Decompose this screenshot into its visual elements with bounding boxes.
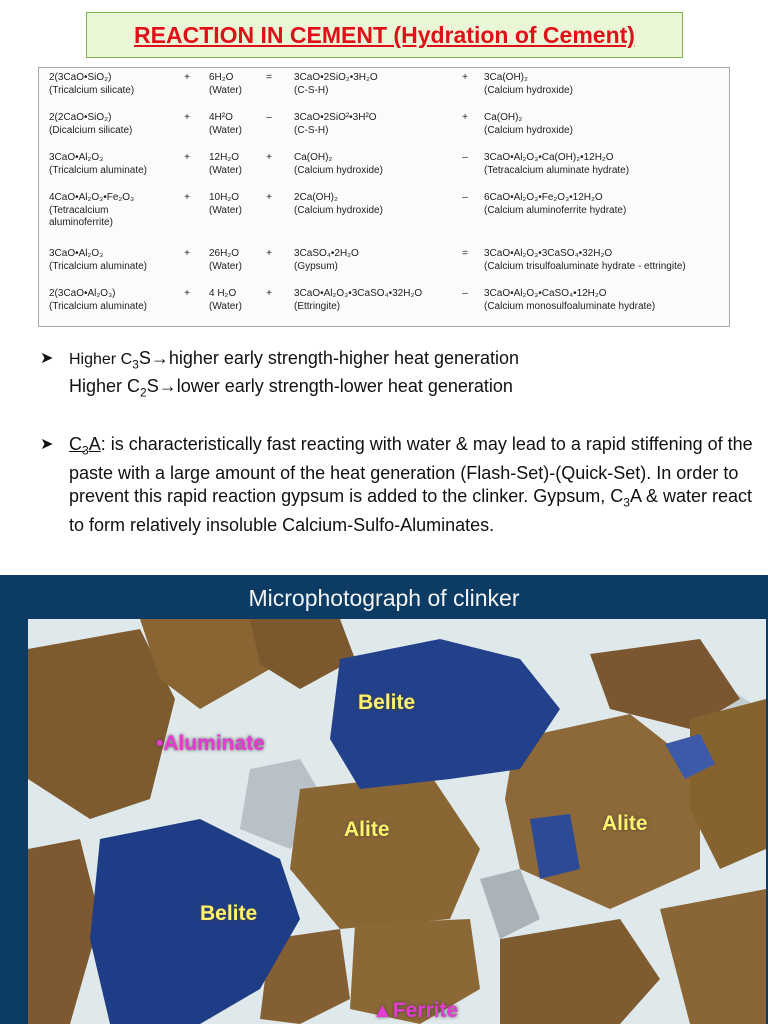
subscript: 3 xyxy=(623,495,630,510)
product-name: (Calcium aluminoferrite hydrate) xyxy=(484,204,627,216)
reactant-formula: 10H₂O xyxy=(209,192,240,203)
operator: + xyxy=(266,248,272,259)
product-formula: 3CaSO₄•2H₂O xyxy=(294,248,359,259)
label-aluminate: •Aluminate xyxy=(156,732,265,755)
product-name: (Calcium monosulfoaluminate hydrate) xyxy=(484,300,656,312)
emphasis-text: higher early strength xyxy=(168,348,333,368)
text-part: Higher C xyxy=(69,351,133,368)
product-name: (Calcium hydroxide) xyxy=(294,204,383,216)
reactant-name: (Water) xyxy=(209,300,242,312)
operator: + xyxy=(462,112,468,123)
product-formula: 3CaO•2SiO₂•3H₂O xyxy=(294,72,378,83)
label-alite-middle: Alite xyxy=(344,818,390,841)
text-part: Higher C xyxy=(69,376,141,396)
reactant-name: (Tricalcium aluminate) xyxy=(49,164,147,176)
text-part: -lower heat generation xyxy=(333,376,513,396)
reactant-name: aluminoferrite) xyxy=(49,217,113,228)
operator: – xyxy=(462,288,468,299)
reactant-formula: 3CaO•Al₂O₃ xyxy=(49,152,104,163)
product-name: (Ettringite) xyxy=(294,300,341,312)
product-name: (C-S-H) xyxy=(294,84,329,96)
photo-title: Microphotograph of clinker xyxy=(248,585,520,611)
operator: + xyxy=(266,192,272,203)
product-formula: 3Ca(OH)₂ xyxy=(484,72,528,83)
operator: + xyxy=(184,72,190,83)
reactant-name: (Tricalcium aluminate) xyxy=(49,300,147,312)
product-formula: 3CaO•Al₂O₃•CaSO₄•12H₂O xyxy=(484,288,607,299)
arrow-bullet-icon: ➤ xyxy=(40,350,54,367)
reactant-name: (Tetracalcium xyxy=(49,204,109,216)
reactant-formula: 4 H₂O xyxy=(209,288,237,299)
product-name: (C-S-H) xyxy=(294,124,329,136)
product-name: (Calcium trisulfoaluminate hydrate - ettringite) xyxy=(484,260,686,272)
operator: – xyxy=(462,192,468,203)
product-formula: 6CaO•Al₂O₃•Fe₂O₃•12H₂O xyxy=(484,192,603,203)
page-title: REACTION IN CEMENT (Hydration of Cement) xyxy=(134,21,635,48)
subscript: 3 xyxy=(82,443,89,458)
reactant-name: (Tricalcium aluminate) xyxy=(49,260,147,272)
operator: + xyxy=(266,152,272,163)
reactant-formula: 3CaO•Al₂O₃ xyxy=(49,248,104,259)
operator: + xyxy=(184,192,190,203)
reactant-name: (Tricalcium silicate) xyxy=(49,84,135,96)
subscript: 2 xyxy=(140,385,147,400)
product-formula: Ca(OH)₂ xyxy=(484,112,523,123)
label-alite-right: Alite xyxy=(602,812,648,835)
reactant-name: (Water) xyxy=(209,260,242,272)
title-box xyxy=(86,12,683,58)
reactant-name: (Water) xyxy=(209,124,242,136)
operator: = xyxy=(462,248,468,259)
text-part: : is characteristically fast reacting with water & may lead to a rapid stiffening of the paste with a large amount of the heat generation (Flash-Set)-(Quick-Set). In order to prevent this rapid reaction gypsum is added to the clinker. Gypsum, C xyxy=(69,434,753,506)
reactant-formula: 6H₂O xyxy=(209,72,234,83)
bullet-line xyxy=(69,347,519,376)
operator: + xyxy=(184,152,190,163)
product-name: (Tetracalcium aluminate hydrate) xyxy=(484,164,630,176)
text-part: -higher heat generation xyxy=(332,348,520,368)
reactant-name: (Water) xyxy=(209,84,242,96)
text-part: S→ xyxy=(146,376,177,396)
reactant-name: (Dicalcium silicate) xyxy=(49,124,133,136)
reactant-formula: 12H₂O xyxy=(209,152,240,163)
label-belite-bottom: Belite xyxy=(200,902,258,925)
product-formula: 3CaO•Al₂O₃•3CaSO₄•32H₂O xyxy=(294,288,423,299)
bullet-paragraph xyxy=(69,433,759,536)
product-formula: 3CaO•Al₂O₃•Ca(OH)₂•12H₂O xyxy=(484,152,614,163)
text-part: S→ xyxy=(138,348,169,368)
text-part: C xyxy=(69,434,82,454)
reactant-formula: 4H²O xyxy=(209,112,233,123)
operator: + xyxy=(184,288,190,299)
product-formula: 3CaO•Al₂O₃•3CaSO₄•32H₂O xyxy=(484,248,613,259)
subscript: 3 xyxy=(132,357,139,372)
reactant-formula: 2(3CaO•Al₂O₃) xyxy=(49,288,116,299)
emphasis-text: lower early strength xyxy=(176,376,334,396)
text-part: A & water react to form relatively insoluble Calcium-Sulfo-Aluminates. xyxy=(69,485,753,535)
operator: – xyxy=(266,112,272,123)
product-formula: Ca(OH)₂ xyxy=(294,152,333,163)
operator: + xyxy=(462,72,468,83)
operator: + xyxy=(266,288,272,299)
reactant-formula: 2(2CaO•SiO₂) xyxy=(49,112,112,123)
label-ferrite: ▲Ferrite xyxy=(372,999,459,1022)
reactant-name: (Water) xyxy=(209,164,242,176)
bullet-line xyxy=(69,375,513,404)
product-name: (Calcium hydroxide) xyxy=(484,124,573,136)
product-name: (Calcium hydroxide) xyxy=(484,84,573,96)
product-formula: 2Ca(OH)₂ xyxy=(294,192,338,203)
microphotograph-panel xyxy=(0,575,768,1024)
text-part: A xyxy=(88,434,101,454)
product-formula: 3CaO•2SiO²•3H²O xyxy=(294,112,377,123)
reactant-formula: 4CaO•Al₂O₃•Fe₂O₃ xyxy=(49,192,135,203)
reactant-formula: 2(3CaO•SiO₂) xyxy=(49,72,112,83)
product-name: (Calcium hydroxide) xyxy=(294,164,383,176)
arrow-bullet-icon: ➤ xyxy=(40,436,54,453)
reaction-table xyxy=(38,67,730,327)
operator: + xyxy=(184,112,190,123)
product-name: (Gypsum) xyxy=(294,260,338,272)
label-belite-top: Belite xyxy=(358,691,416,714)
reactant-name: (Water) xyxy=(209,204,242,216)
c3a-term xyxy=(69,434,101,458)
operator: = xyxy=(266,72,272,83)
reactant-formula: 26H₂O xyxy=(209,248,240,259)
operator: + xyxy=(184,248,190,259)
operator: – xyxy=(462,152,468,163)
